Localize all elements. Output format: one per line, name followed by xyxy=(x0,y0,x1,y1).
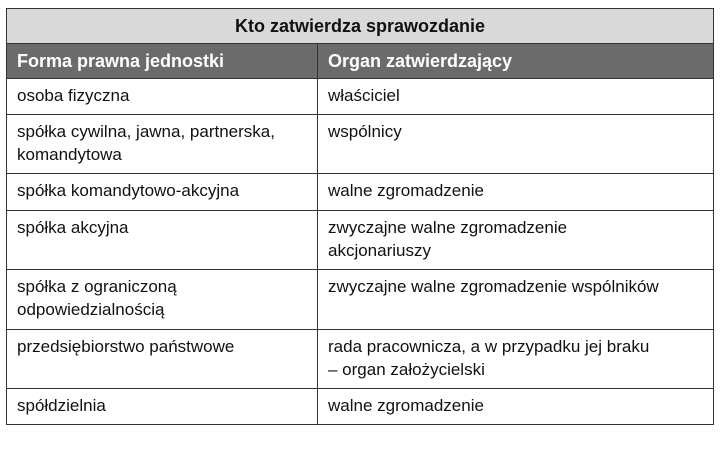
approval-table-container xyxy=(6,8,713,425)
legal-form-cell: spółka cywilna, jawna, partnerska, komandytowa xyxy=(7,115,318,174)
table-header-row xyxy=(7,44,714,79)
approval-table xyxy=(6,8,714,425)
approving-body-cell: wspólnicy xyxy=(318,115,714,174)
table-row xyxy=(7,330,714,389)
approving-body-cell: właściciel xyxy=(318,79,714,115)
legal-form-cell: osoba fizyczna xyxy=(7,79,318,115)
table-row xyxy=(7,270,714,330)
table-row xyxy=(7,115,714,174)
approving-body-cell: zwyczajne walne zgromadzenie wspólników xyxy=(318,270,714,330)
legal-form-cell: spółdzielnia xyxy=(7,389,318,425)
column-header-approving-body: Organ zatwierdzający xyxy=(318,44,714,79)
table-row xyxy=(7,79,714,115)
table-row xyxy=(7,211,714,270)
column-header-legal-form: Forma prawna jednostki xyxy=(7,44,318,79)
approving-body-cell: walne zgromadzenie xyxy=(318,174,714,211)
legal-form-cell: spółka komandytowo-akcyjna xyxy=(7,174,318,211)
approving-body-cell: zwyczajne walne zgromadzenie akcjonariuszy xyxy=(318,211,714,270)
legal-form-cell: spółka z ograniczoną odpowiedzialnością xyxy=(7,270,318,330)
approving-body-cell: rada pracownicza, a w przypadku jej braku – organ założycielski xyxy=(318,330,714,389)
table-row xyxy=(7,174,714,211)
approving-body-cell: walne zgromadzenie xyxy=(318,389,714,425)
table-title-row xyxy=(7,9,714,44)
legal-form-cell: przedsiębiorstwo państwowe xyxy=(7,330,318,389)
table-row xyxy=(7,389,714,425)
legal-form-cell: spółka akcyjna xyxy=(7,211,318,270)
table-title: Kto zatwierdza sprawozdanie xyxy=(7,9,714,44)
